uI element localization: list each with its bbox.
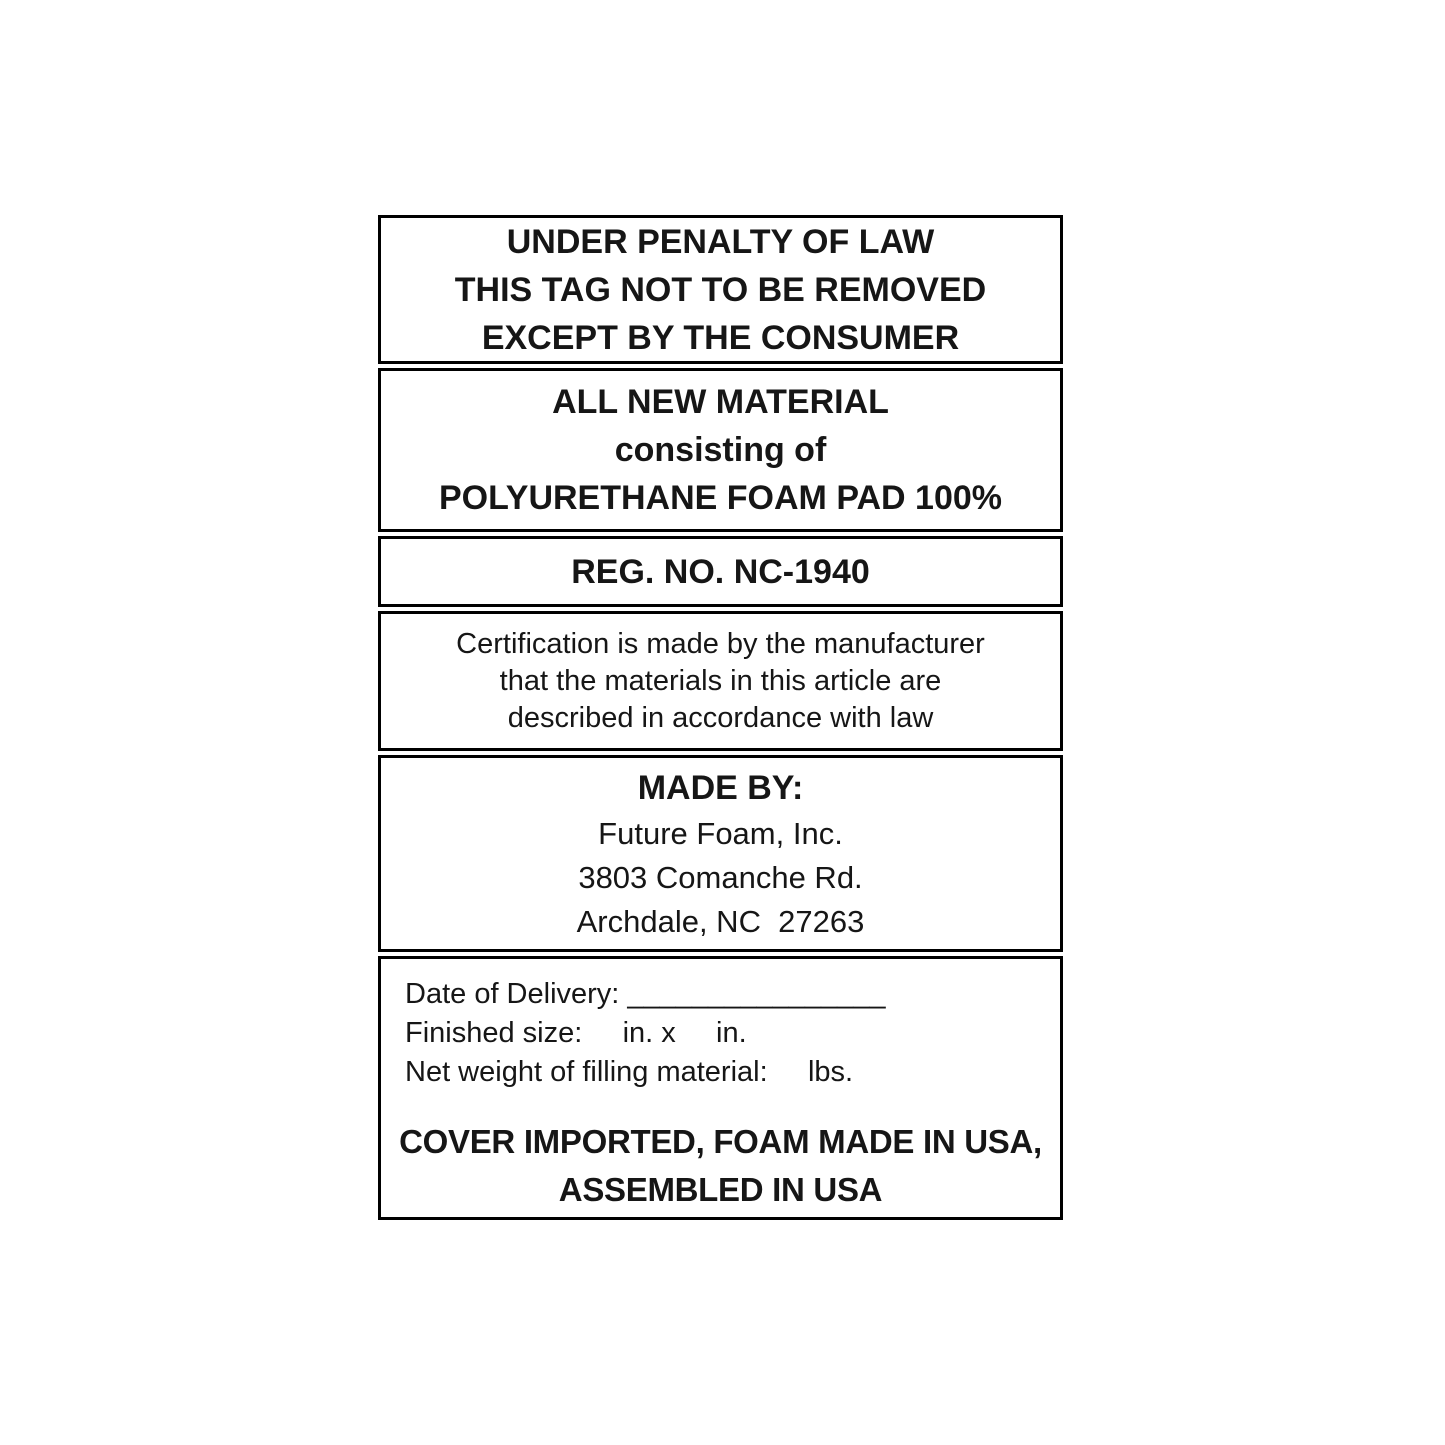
- registration-section: [378, 536, 1063, 607]
- made-by-section: [378, 755, 1063, 952]
- material-section: [378, 368, 1063, 532]
- penalty-line: UNDER PENALTY OF LAW: [506, 222, 935, 261]
- registration-number: REG. NO. NC-1940: [571, 552, 870, 591]
- manufacturer-street: 3803 Comanche Rd.: [578, 859, 863, 895]
- manufacturer-city: Archdale, NC 27263: [576, 903, 865, 939]
- certification-section: [378, 611, 1063, 751]
- origin-line: ASSEMBLED IN USA: [558, 1171, 883, 1208]
- penalty-section: [378, 215, 1063, 364]
- material-line: POLYURETHANE FOAM PAD 100%: [439, 479, 1002, 517]
- penalty-line: EXCEPT BY THE CONSUMER: [481, 318, 960, 357]
- penalty-line: THIS TAG NOT TO BE REMOVED: [454, 270, 987, 309]
- certification-line: described in accordance with law: [507, 701, 934, 734]
- manufacturer-name: Future Foam, Inc.: [598, 815, 843, 851]
- made-by-heading: MADE BY:: [637, 768, 804, 807]
- law-tag-label: [378, 215, 1063, 1220]
- material-line: ALL NEW MATERIAL: [552, 383, 889, 421]
- certification-line: that the materials in this article are: [499, 664, 942, 697]
- finished-size-line: Finished size: in. x in.: [405, 1017, 747, 1049]
- delivery-origin-section: [378, 956, 1063, 1220]
- date-of-delivery-line: Date of Delivery: ________________: [405, 978, 886, 1010]
- certification-line: Certification is made by the manufacturer: [456, 627, 985, 660]
- origin-statement-block: [381, 1118, 1060, 1214]
- origin-line: COVER IMPORTED, FOAM MADE IN USA,: [399, 1123, 1042, 1160]
- material-line: consisting of: [614, 431, 827, 469]
- delivery-fill-block: [381, 975, 1060, 1092]
- net-weight-line: Net weight of filling material: lbs.: [405, 1056, 854, 1088]
